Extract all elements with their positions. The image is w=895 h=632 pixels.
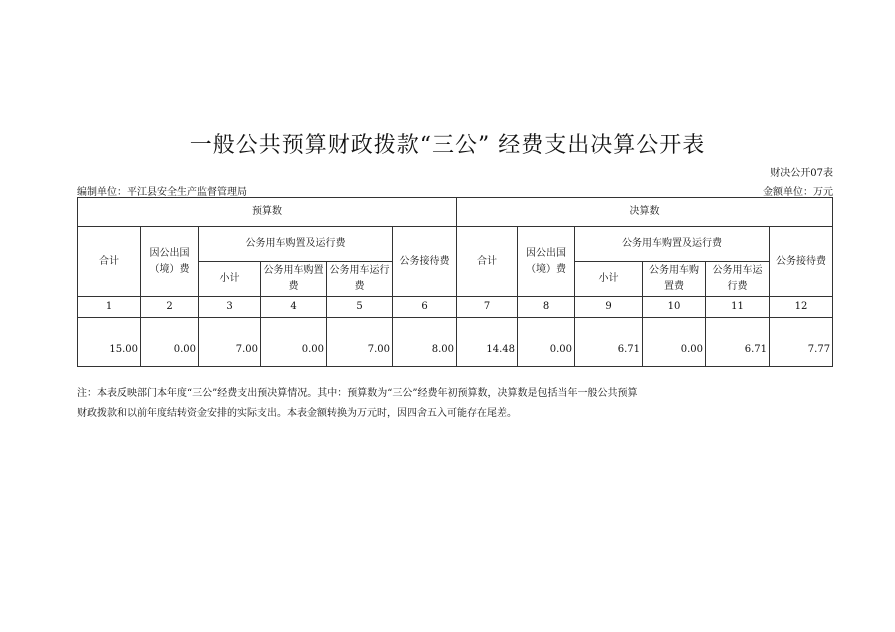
budget-vehicle-group-header: 公务用车购置及运行费 <box>199 227 393 262</box>
final-vehicle-operation-value: 6.71 <box>706 318 770 367</box>
amount-unit: 金额单位：万元 <box>763 187 833 198</box>
header-row-2 <box>78 227 833 262</box>
column-number: 12 <box>770 297 833 318</box>
budget-vehicle-purchase-header: 公务用车购置费 <box>261 262 327 297</box>
footnote-line-2: 财政拨款和以前年度结转资金安排的实际支出。本表金额转换为万元时，因四舍五入可能存在尾差。 <box>77 408 517 419</box>
final-vehicle-purchase-value: 0.00 <box>643 318 706 367</box>
column-number: 6 <box>393 297 457 318</box>
footnote <box>77 384 717 424</box>
footnote-line-1: 注：本表反映部门本年度“三公”经费支出预决算情况。其中：预算数为“三公”经费年初预算数，决算数是包括当年一般公共预算 <box>77 388 638 399</box>
budget-abroad-value: 0.00 <box>141 318 199 367</box>
budget-vehicle-purchase-value: 0.00 <box>261 318 327 367</box>
column-number: 2 <box>141 297 199 318</box>
column-number: 1 <box>78 297 141 318</box>
column-number: 4 <box>261 297 327 318</box>
final-total-header: 合计 <box>457 227 518 297</box>
form-number: 财决公开07表 <box>770 168 833 179</box>
column-number: 5 <box>327 297 393 318</box>
budget-vehicle-operation-value: 7.00 <box>327 318 393 367</box>
final-total-value: 14.48 <box>457 318 518 367</box>
column-number: 9 <box>575 297 643 318</box>
column-number: 11 <box>706 297 770 318</box>
final-subtotal-value: 6.71 <box>575 318 643 367</box>
final-subtotal-header: 小计 <box>575 262 643 297</box>
budget-total-header: 合计 <box>78 227 141 297</box>
budget-vehicle-operation-header: 公务用车运行费 <box>327 262 393 297</box>
budget-reception-header: 公务接待费 <box>393 227 457 297</box>
final-abroad-header: 因公出国（境）费 <box>518 227 575 297</box>
budget-total-value: 15.00 <box>78 318 141 367</box>
final-vehicle-operation-header: 公务用车运行费 <box>706 262 770 297</box>
final-reception-value: 7.77 <box>770 318 833 367</box>
final-header: 决算数 <box>457 198 833 227</box>
budget-reception-value: 8.00 <box>393 318 457 367</box>
value-row <box>78 318 833 367</box>
budget-subtotal-header: 小计 <box>199 262 261 297</box>
final-vehicle-group-header: 公务用车购置及运行费 <box>575 227 770 262</box>
final-reception-header: 公务接待费 <box>770 227 833 297</box>
column-number: 3 <box>199 297 261 318</box>
budget-abroad-header: 因公出国（境）费 <box>141 227 199 297</box>
final-abroad-value: 0.00 <box>518 318 575 367</box>
budget-header: 预算数 <box>78 198 457 227</box>
page-title: 一般公共预算财政拨款“三公” 经费支出决算公开表 <box>189 133 706 158</box>
budget-subtotal-value: 7.00 <box>199 318 261 367</box>
final-vehicle-purchase-header: 公务用车购置费 <box>643 262 706 297</box>
column-number: 10 <box>643 297 706 318</box>
column-number-row <box>78 297 833 318</box>
header-row-1 <box>78 198 833 227</box>
column-number: 7 <box>457 297 518 318</box>
column-number: 8 <box>518 297 575 318</box>
expenditure-table <box>77 197 833 367</box>
org-unit: 编制单位：平江县安全生产监督管理局 <box>77 187 247 198</box>
